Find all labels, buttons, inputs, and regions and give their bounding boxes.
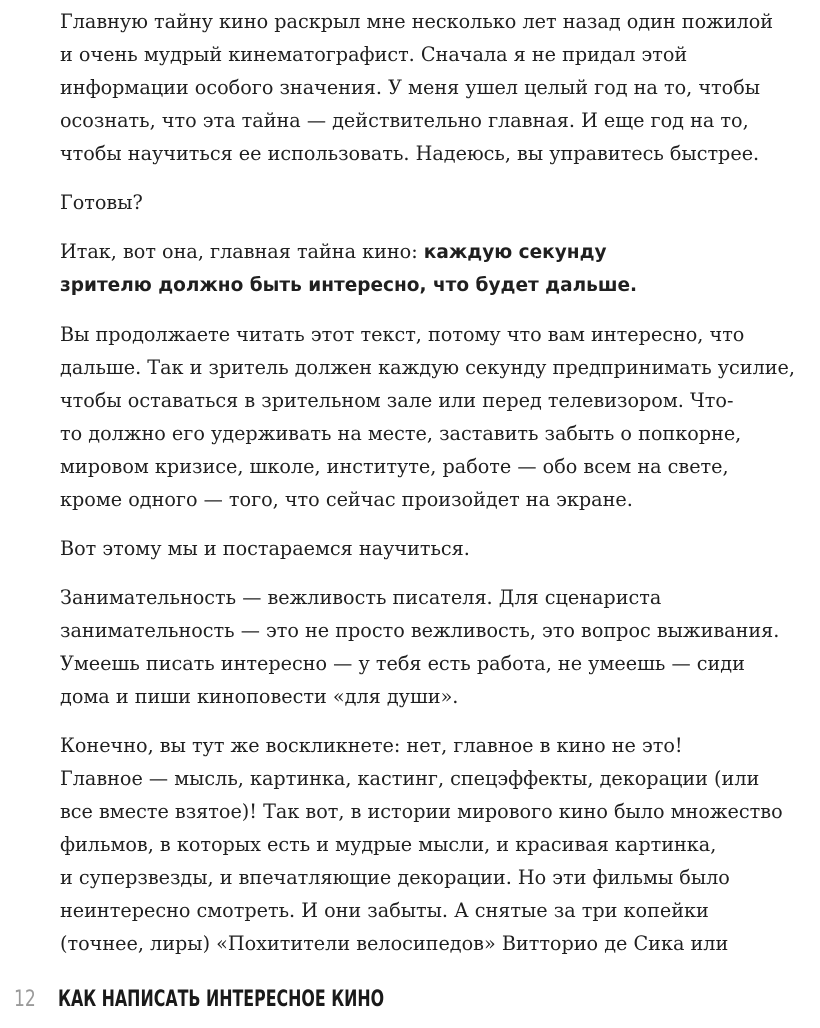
text-line: дома и пиши киноповести «для души». <box>60 685 459 708</box>
text-line: Главное — мысль, картинка, кастинг, спецэффекты, декорации (или <box>60 767 760 790</box>
text-line: кроме одного — того, что сейчас произойдет на экране. <box>60 488 633 511</box>
paragraph-3-main-secret <box>60 235 808 302</box>
text-line: осознать, что эта тайна — действительно главная. И еще год на то, <box>60 109 749 132</box>
text-line: Вы продолжаете читать этот текст, потому что вам интересно, что <box>60 323 745 346</box>
page-footer <box>0 983 820 1017</box>
text-line: чтобы оставаться в зрительном зале или перед телевизором. Что- <box>60 389 734 412</box>
intro-text: Итак, вот она, главная тайна кино: <box>60 240 424 263</box>
text-line: Вот этому мы и постараемся научиться. <box>60 537 470 560</box>
text-line: Конечно, вы тут же воскликнете: нет, главное в кино не это! <box>60 734 683 757</box>
body-text <box>60 5 808 976</box>
text-line: чтобы научиться ее использовать. Надеюсь, вы управитесь быстрее. <box>60 142 760 165</box>
paragraph-7 <box>60 729 808 960</box>
text-line: (точнее, лиры) «Похитители велосипедов» Витторио де Сика или <box>60 932 729 955</box>
text-line: информации особого значения. У меня ушел целый год на то, чтобы <box>60 76 761 99</box>
text-line: фильмов, в которых есть и мудрые мысли, и красивая картинка, <box>60 833 717 856</box>
text-line: Занимательность — вежливость писателя. Для сценариста <box>60 586 662 609</box>
text-line: Готовы? <box>60 191 143 214</box>
paragraph-6 <box>60 581 808 713</box>
running-title: КАК НАПИСАТЬ ИНТЕРЕСНОЕ КИНО <box>58 987 385 1012</box>
text-line: и суперзвезды, и впечатляющие декорации. Но эти фильмы было <box>60 866 730 889</box>
paragraph-2 <box>60 186 808 219</box>
text-line: и очень мудрый кинематографист. Сначала я не придал этой <box>60 43 688 66</box>
paragraph-1 <box>60 5 808 170</box>
text-line: Умеешь писать интересно — у тебя есть работа, не умеешь — сиди <box>60 652 745 675</box>
page-number: 12 <box>14 987 36 1012</box>
emphasis-text: зрителю должно быть интересно, что будет дальше. <box>60 275 638 296</box>
text-line: мировом кризисе, школе, институте, работе — обо всем на свете, <box>60 455 729 478</box>
text-line <box>60 235 808 269</box>
paragraph-4 <box>60 318 808 516</box>
text-line: то должно его удерживать на месте, заставить забыть о попкорне, <box>60 422 742 445</box>
text-line: дальше. Так и зритель должен каждую секунду предпринимать усилие, <box>60 356 796 379</box>
paragraph-5 <box>60 532 808 565</box>
emphasis-text: каждую секунду <box>423 242 607 263</box>
text-line: все вместе взятое)! Так вот, в истории мирового кино было множество <box>60 800 783 823</box>
text-line: неинтересно смотреть. И они забыты. А снятые за три копейки <box>60 899 709 922</box>
text-line: Главную тайну кино раскрыл мне несколько лет назад один пожилой <box>60 10 774 33</box>
text-line: занимательность — это не просто вежливость, это вопрос выживания. <box>60 619 780 642</box>
